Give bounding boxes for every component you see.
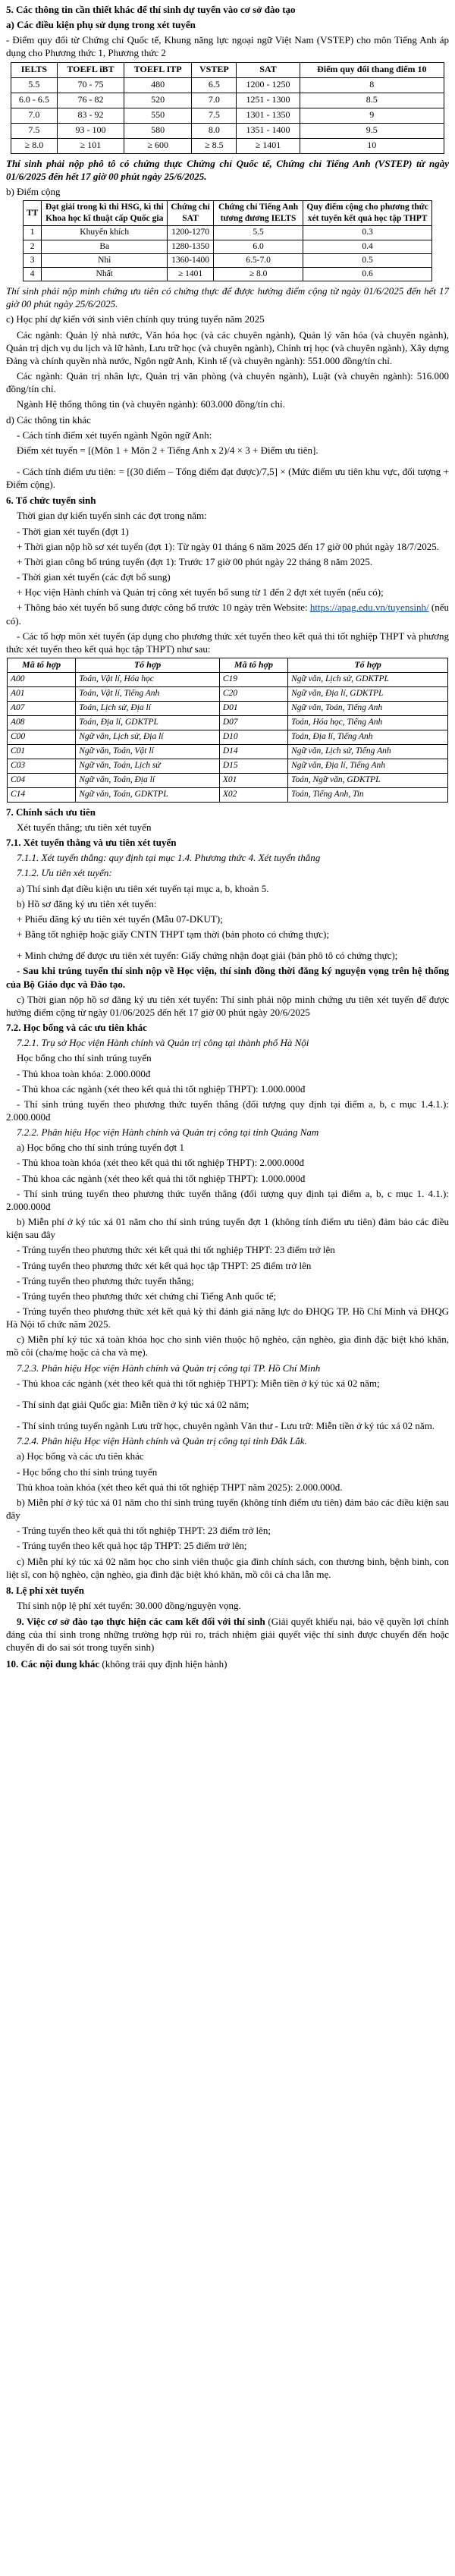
table-row xyxy=(11,93,444,108)
table-header-cell: SAT xyxy=(237,62,300,77)
table-header-cell: TT xyxy=(24,201,42,226)
table-cell: 1351 - 1400 xyxy=(237,123,300,138)
table-cell: A01 xyxy=(8,686,76,701)
section-8-title: 8. Lệ phí xét tuyển xyxy=(6,1584,84,1596)
table-row xyxy=(8,730,448,744)
table-cell: Toán, Hóa học, Tiếng Anh xyxy=(288,715,448,730)
table-row xyxy=(8,715,448,730)
qn-major-top: - Thủ khoa các ngành (xét theo kết quả thi tốt nghiệp THPT): 1.000.000đ xyxy=(17,1172,306,1184)
qn-b2: - Trúng tuyển theo phương thức xét kết quả học tập THPT: 25 điểm trở lên xyxy=(17,1259,312,1271)
dl-b1: - Trúng tuyển theo kết quả thi tốt nghiệp THPT: 23 điểm trở lên; xyxy=(17,1525,271,1537)
table-cell: C01 xyxy=(8,744,76,759)
table-cell: 0.4 xyxy=(303,240,432,253)
table-header-cell: Tổ hợp xyxy=(76,658,220,673)
table-header-cell: TOEFL iBT xyxy=(57,62,124,77)
hn-major-top: - Thủ khoa các ngành (xét theo kết quả thi tốt nghiệp THPT): 1.000.000đ xyxy=(17,1082,306,1095)
table-cell: Ngữ văn, Địa lí, GDKTPL xyxy=(288,686,448,701)
table-cell: 1200 - 1250 xyxy=(237,77,300,93)
table-cell: 7.5 xyxy=(192,108,237,123)
table-header-cell: Chứng chỉ SAT xyxy=(168,201,214,226)
score-conversion-table xyxy=(11,62,444,154)
table-cell: 6.0 - 6.5 xyxy=(11,93,58,108)
table-cell: ≥ 600 xyxy=(124,138,192,153)
bonus-points-table xyxy=(23,200,432,281)
dl-a2: Thủ khoa toàn khóa (xét theo kết quả thi tốt nghiệp THPT năm 2025): 2.000.000đ. xyxy=(17,1481,343,1493)
hcm-r1: - Thủ khoa các ngành (xét theo kết quả thi tốt nghiệp THPT): Miễn tiền ở ký túc xá 02 năm; xyxy=(17,1377,380,1389)
table-row xyxy=(8,672,448,686)
table-cell: 7.5 xyxy=(11,123,58,138)
table-cell: 6.0 xyxy=(214,240,303,253)
hn-valedictorian: - Thủ khoa toàn khóa: 2.000.000đ xyxy=(17,1067,151,1079)
table-cell: 9 xyxy=(300,108,444,123)
table-cell: Ngữ văn, Toán, Địa lí xyxy=(76,773,220,787)
bonus-note: Thí sinh phải nộp minh chứng ưu tiên có chứng thực để được hưởng điểm cộng từ ngày 01/6/2025 đến hết 17 giờ 00 phút ngày 25/6/2025. xyxy=(6,285,449,310)
table-cell: Ngữ văn, Toán, Vật lí xyxy=(76,744,220,759)
qn-b: b) Miễn phí ở ký túc xá 01 năm cho thí sinh trúng tuyển đợt 1 (không tính điểm ưu tiên) đảm bảo các điều kiện sau đây xyxy=(6,1216,449,1241)
table-cell: ≥ 8.5 xyxy=(192,138,237,153)
table-row xyxy=(11,123,444,138)
table-cell: Ngữ văn, Địa lí, Tiếng Anh xyxy=(288,759,448,773)
policy-intro: Xét tuyển thẳng; ưu tiên xét tuyển xyxy=(17,821,152,834)
table-cell: A08 xyxy=(8,715,76,730)
priority-c: c) Thời gian nộp hồ sơ đăng ký ưu tiên xét tuyển: Thí sinh phải nộp minh chứng ưu tiên xét tuyển để được hưởng điểm cộng từ ngày 01/06/2025 đến hết 17 giờ 00 phút ngày 20/6/2025 xyxy=(6,993,449,1018)
table-cell: Ngữ văn, Lịch sử, Tiếng Anh xyxy=(288,744,448,759)
qn-b1: - Trúng tuyển theo phương thức xét kết quả thi tốt nghiệp THPT: 23 điểm trở lên xyxy=(17,1244,335,1256)
table-cell: 8.0 xyxy=(192,123,237,138)
table-cell: A07 xyxy=(8,701,76,715)
table-row xyxy=(8,787,448,802)
table-header-cell: VSTEP xyxy=(192,62,237,77)
table-row xyxy=(8,744,448,759)
table-cell: 6.5-7.0 xyxy=(214,253,303,267)
table-cell: Ngữ văn, Toán, Tiếng Anh xyxy=(288,701,448,715)
table-header-cell: Mã tổ hợp xyxy=(219,658,287,673)
table-cell: Toán, Địa lí, GDKTPL xyxy=(76,715,220,730)
table-row xyxy=(8,773,448,787)
table-cell: Khuyến khích xyxy=(42,226,168,240)
table-row xyxy=(8,701,448,715)
table-row xyxy=(24,253,432,267)
dl-b: b) Miễn phí ở ký túc xá 01 năm cho thí sinh trúng tuyển (không tính điểm ưu tiên) đảm bảo các điều kiện sau đây xyxy=(6,1496,449,1522)
table-cell: 580 xyxy=(124,123,192,138)
table-header-cell: TOEFL ITP xyxy=(124,62,192,77)
dl-b2: - Trúng tuyển theo kết quả học tập THPT: 25 điểm trở lên; xyxy=(17,1540,247,1552)
section-9 xyxy=(6,1615,449,1654)
qn-c: c) Miễn phí ký túc xá toàn khóa học cho sinh viên thuộc hộ nghèo, cận nghèo, gia đình đặc biệt khó khăn, mồ côi (cha/mẹ hoặc cả cha và mẹ). xyxy=(6,1334,449,1359)
section-6-title: 6. Tổ chức tuyển sinh xyxy=(6,495,96,507)
table-cell: 1280-1350 xyxy=(168,240,214,253)
qn-a: a) Học bổng cho thí sinh trúng tuyển đợt 1 xyxy=(17,1142,184,1154)
table-cell: Toán, Tiếng Anh, Tin xyxy=(288,787,448,802)
section-9-title: 9. Việc cơ sở đào tạo thực hiện các cam kết đối với thí sinh xyxy=(17,1616,265,1628)
table-cell: 8 xyxy=(300,77,444,93)
dl-a: a) Học bổng và các ưu tiên khác xyxy=(17,1450,144,1462)
section-5b-heading: b) Điểm cộng xyxy=(6,185,61,197)
section-5-title: 5. Các thông tin cần thiết khác để thí sinh dự tuyển vào cơ sở đào tạo xyxy=(6,4,296,15)
table-cell: D10 xyxy=(219,730,287,744)
table-cell: Nhì xyxy=(42,253,168,267)
table-cell: 520 xyxy=(124,93,192,108)
table-row xyxy=(24,267,432,281)
table-cell: 93 - 100 xyxy=(57,123,124,138)
extra-round-notice xyxy=(6,601,449,627)
round1-apply: + Thời gian nộp hồ sơ xét tuyển (đợt 1): Từ ngày 01 tháng 6 năm 2025 đến 17 giờ 00 phút ngày 18/7/2025. xyxy=(17,540,440,552)
table-cell: C03 xyxy=(8,759,76,773)
table-cell: 1251 - 1300 xyxy=(237,93,300,108)
table-cell: C20 xyxy=(219,686,287,701)
priority-b: b) Hồ sơ đăng ký ưu tiên xét tuyển: xyxy=(17,897,157,909)
section-10-detail: (không trái quy định hiện hành) xyxy=(99,1657,228,1670)
section-5d-heading: d) Các thông tin khác xyxy=(6,413,91,426)
section-9-detail: (Giải quyết khiếu nại, bảo vệ quyền lợi chính đáng của thí sinh trong những trường hợp rủi ro, trách nhiệm giải quyết việc thí sinh được chuyển đến hoặc chuyển đi do sai sót trong tuyển sinh) xyxy=(6,1616,449,1654)
notice-text: + Thông báo xét tuyển bổ sung được công bố trước 10 ngày trên Website: xyxy=(17,602,308,614)
table-cell: Toán, Địa lí, Tiếng Anh xyxy=(288,730,448,744)
qn-valedictorian: - Thủ khoa toàn khóa (xét theo kết quả thi tốt nghiệp THPT): 2.000.000đ xyxy=(17,1157,304,1169)
table-cell: 6.5 xyxy=(192,77,237,93)
table-row xyxy=(24,226,432,240)
table-cell: 0.3 xyxy=(303,226,432,240)
table-cell: 70 - 75 xyxy=(57,77,124,93)
table-cell: Nhất xyxy=(42,267,168,281)
table-cell: Ngữ văn, Toán, GDKTPL xyxy=(76,787,220,802)
priority-b1: + Phiếu đăng ký ưu tiên xét tuyển (Mẫu 07-DKUT); xyxy=(17,913,223,925)
table-row xyxy=(11,138,444,153)
section-7-2-1: 7.2.1. Trụ sở Học viện Hành chính và Quản trị công tại thành phố Hà Nội xyxy=(17,1037,309,1049)
tuition-3: Ngành Hệ thống thông tin (và chuyên ngành): 603.000 đồng/tín chỉ. xyxy=(17,398,285,410)
combination-intro: - Các tổ hợp môn xét tuyển (áp dụng cho phương thức xét tuyển theo kết quả thi tốt nghiệp THPT và phương thức xét tuyển theo kết quả học tập THPT) như sau: xyxy=(6,630,449,655)
table-cell: 0.6 xyxy=(303,267,432,281)
section-7-1-2: 7.1.2. Ưu tiên xét tuyển: xyxy=(17,867,112,879)
hcm-r3: - Thí sinh trúng tuyển ngành Lưu trữ học, chuyên ngành Văn thư - Lưu trữ: Miễn tiền ở ký túc xá 02 năm. xyxy=(17,1420,435,1432)
subject-combination-table xyxy=(7,658,448,803)
section-7-1-1: 7.1.1. Xét tuyển thẳng: quy định tại mục 1.4. Phương thức 4. Xét tuyển thẳng xyxy=(17,852,321,864)
table-cell: 9.5 xyxy=(300,123,444,138)
hn-scholarship: Học bổng cho thí sinh trúng tuyển xyxy=(17,1052,152,1064)
hcm-r2: - Thí sinh đạt giải Quốc gia: Miễn tiền ở ký túc xá 02 năm; xyxy=(17,1398,249,1410)
section-5c-heading: c) Học phí dự kiến với sinh viên chính quy trúng tuyển năm 2025 xyxy=(6,313,265,325)
table-cell: Toán, Vật lí, Tiếng Anh xyxy=(76,686,220,701)
qn-b3: - Trúng tuyển theo phương thức tuyển thẳng; xyxy=(17,1274,194,1286)
table-row xyxy=(11,77,444,93)
table-row xyxy=(24,240,432,253)
table-cell: 5.5 xyxy=(214,226,303,240)
table-cell: D15 xyxy=(219,759,287,773)
section-5a-text: - Điểm quy đổi từ Chứng chỉ Quốc tế, Khung năng lực ngoại ngữ Việt Nam (VSTEP) cho môn Tiếng Anh áp dụng cho Phương thức 1, Phương thức 2 xyxy=(6,34,449,59)
table-cell: Ngữ văn, Lịch sử, GDKTPL xyxy=(288,672,448,686)
extra-round-heading: - Thời gian xét tuyển (các đợt bổ sung) xyxy=(17,571,171,583)
section-5a-heading: a) Các điều kiện phụ sử dụng trong xét tuyển xyxy=(6,19,196,31)
admission-website-link[interactable]: https://apag.edu.vn/tuyensinh/ xyxy=(309,602,429,614)
priority-b2: + Bằng tốt nghiệp hoặc giấy CNTN THPT tạm thời (bản photo có chứng thực); xyxy=(17,928,329,941)
table-cell: ≥ 8.0 xyxy=(11,138,58,153)
table-cell: 4 xyxy=(24,267,42,281)
table-cell: 10 xyxy=(300,138,444,153)
table-cell: X02 xyxy=(219,787,287,802)
table-cell: Ngữ văn, Lịch sử, Địa lí xyxy=(76,730,220,744)
priority-a: a) Thí sinh đạt điều kiện ưu tiên xét tuyển tại mục a, b, khoản 5. xyxy=(17,882,269,894)
table-cell: 83 - 92 xyxy=(57,108,124,123)
table-cell: ≥ 101 xyxy=(57,138,124,153)
table-row xyxy=(8,759,448,773)
round1-heading: - Thời gian xét tuyển (đợt 1) xyxy=(17,525,129,537)
section-7-2-3: 7.2.3. Phân hiệu Học viện Hành chính và Quản trị công tại TP. Hồ Chí Minh xyxy=(17,1362,321,1374)
tuition-2: Các ngành: Quản trị nhân lực, Quản trị văn phòng (và chuyên ngành), Luật (và chuyên ngành): 516.000 đồng/tín chỉ. xyxy=(6,370,449,395)
table-cell: 3 xyxy=(24,253,42,267)
table-cell: 1200-1270 xyxy=(168,226,214,240)
table-cell: Toán, Ngữ văn, GDKTPL xyxy=(288,773,448,787)
table-row xyxy=(8,686,448,701)
section-7-2-4: 7.2.4. Phân hiệu Học viện Hành chính và Quản trị công tại tỉnh Đắk Lắk. xyxy=(17,1435,307,1447)
table-cell: 1360-1400 xyxy=(168,253,214,267)
english-formula: Điểm xét tuyển = [(Môn 1 + Môn 2 + Tiếng Anh x 2)/4 × 3 + Điểm ưu tiên]. xyxy=(17,444,318,456)
table-cell: 480 xyxy=(124,77,192,93)
table-header-cell: Chứng chỉ Tiếng Anh tương đương IELTS xyxy=(214,201,303,226)
table-header-cell: Quy điểm cộng cho phương thức xét tuyển kết quả học tập THPT xyxy=(303,201,432,226)
table-cell: A00 xyxy=(8,672,76,686)
table-header-cell: Đạt giải trong kì thi HSG, kì thi Khoa học kĩ thuật cấp Quốc gia xyxy=(42,201,168,226)
tuition-1: Các ngành: Quản lý nhà nước, Văn hóa học (và các chuyên ngành), Quản lý văn hóa (và chuyên ngành), Quản trị dịch vụ du lịch và lữ hành, Lưu trữ học (và chuyên ngành), Chính trị học (và chuyên ngành), Xây dựng Đảng và chính quyền nhà nước, Ngôn ngữ Anh, Kinh tế (và chuyên ngành): 551.000 đồng/tín chỉ. xyxy=(6,328,449,366)
table-cell: 0.5 xyxy=(303,253,432,267)
qn-b4: - Trúng tuyển theo phương thức xét chứng chỉ Tiếng Anh quốc tế; xyxy=(17,1290,277,1302)
table-cell: 5.5 xyxy=(11,77,58,93)
table-cell: 1 xyxy=(24,226,42,240)
dl-c: c) Miễn phí ký túc xá 02 năm học cho sinh viên thuộc gia đình chính sách, con thương binh, bệnh binh, con liệt sĩ, con hộ nghèo, cận nghèo, gia đình đặc biệt khó khăn, mồ côi cả cha lẫn mẹ. xyxy=(6,1555,449,1580)
table-cell: Ngữ văn, Toán, Lịch sử xyxy=(76,759,220,773)
section-10-title: 10. Các nội dung khác xyxy=(6,1657,100,1670)
table-cell: D07 xyxy=(219,715,287,730)
table-cell: X01 xyxy=(219,773,287,787)
table-cell: ≥ 1401 xyxy=(168,267,214,281)
table-cell: Toán, Vật lí, Hóa học xyxy=(76,672,220,686)
table-cell: 2 xyxy=(24,240,42,253)
table-header-cell: IELTS xyxy=(11,62,58,77)
table-cell: 76 - 82 xyxy=(57,93,124,108)
section-10 xyxy=(6,1657,449,1670)
notice-tail: (nếu có). xyxy=(6,602,450,627)
qn-b5: - Trúng tuyển theo phương thức xét kết quả kỳ thi đánh giá năng lực do ĐHQG TP. Hồ Chí Minh và ĐHQG Hà Nội tổ chức năm 2025. xyxy=(6,1305,449,1330)
table-cell: 7.0 xyxy=(192,93,237,108)
extra-round-text: + Học viện Hành chính và Quản trị công xét tuyển bổ sung từ 1 đến 2 đợt xét tuyển (nếu có); xyxy=(17,586,384,598)
timeline-intro: Thời gian dự kiến tuyển sinh các đợt trong năm: xyxy=(17,510,207,522)
table-header-cell: Tổ hợp xyxy=(288,658,448,673)
table-cell: 7.0 xyxy=(11,108,58,123)
table-cell: C04 xyxy=(8,773,76,787)
hn-direct-admit: - Thí sinh trúng tuyển theo phương thức tuyển thẳng (đối tượng quy định tại điểm a, b, c mục 1.4.1.): 2.000.000đ xyxy=(6,1098,449,1123)
table-cell: 550 xyxy=(124,108,192,123)
table-row xyxy=(11,108,444,123)
dl-a1: - Học bổng cho thí sinh trúng tuyển xyxy=(17,1465,158,1478)
section-7-title: 7. Chính sách ưu tiên xyxy=(6,806,96,818)
table-header-cell: Mã tổ hợp xyxy=(8,658,76,673)
table-cell: Toán, Lịch sử, Địa lí xyxy=(76,701,220,715)
table-header-cell: Điểm quy đổi thang điểm 10 xyxy=(300,62,444,77)
certificate-note: Thí sinh phải nộp phô tô có chứng thực Chứng chỉ Quốc tế, Chứng chỉ Tiếng Anh (VSTEP) từ ngày 01/6/2025 đến hết 17 giờ 00 phút ngày 25/6/2025. xyxy=(6,157,449,182)
priority-b3: + Minh chứng để được ưu tiên xét tuyển: Giấy chứng nhận đoạt giải (bản phô tô có chứng thực); xyxy=(17,950,398,962)
table-cell: D01 xyxy=(219,701,287,715)
table-cell: ≥ 8.0 xyxy=(214,267,303,281)
table-cell: D14 xyxy=(219,744,287,759)
table-cell: C14 xyxy=(8,787,76,802)
qn-direct-admit: - Thí sinh trúng tuyển theo phương thức tuyển thẳng (đối tượng quy định tại điểm a, b, c mục 1. 4.1.): 2.000.000đ xyxy=(6,1187,449,1212)
table-cell: Ba xyxy=(42,240,168,253)
english-formula-label: - Cách tính điểm xét tuyển ngành Ngôn ngữ Anh: xyxy=(17,429,212,441)
round1-announce: + Thời gian công bố trúng tuyển (đợt 1): Trước 17 giờ 00 phút ngày 22 tháng 8 năm 2025. xyxy=(17,555,373,567)
priority-formula: - Cách tính điểm ưu tiên: = [(30 điểm – Tổng điểm đạt được)/7,5] × (Mức điểm ưu tiên khu vực, đối tượng + Điểm cộng). xyxy=(6,466,449,491)
table-cell: ≥ 1401 xyxy=(237,138,300,153)
section-7-2-2: 7.2.2. Phân hiệu Học viện Hành chính và Quản trị công tại tỉnh Quảng Nam xyxy=(17,1126,319,1139)
section-7-2-title: 7.2. Học bổng và các ưu tiên khác xyxy=(6,1022,147,1034)
section-7-1-title: 7.1. Xét tuyển thẳng và ưu tiên xét tuyển xyxy=(6,837,177,849)
registration-notice: - Sau khi trúng tuyển thí sinh nộp về Học viện, thí sinh đồng thời đăng ký nguyện vọng trên hệ thống của Bộ Giáo dục và Đào tạo. xyxy=(6,965,449,990)
table-cell: C19 xyxy=(219,672,287,686)
table-cell: 1301 - 1350 xyxy=(237,108,300,123)
table-cell: C00 xyxy=(8,730,76,744)
table-cell: 8.5 xyxy=(300,93,444,108)
fee-text: Thí sinh nộp lệ phí xét tuyển: 30.000 đồng/nguyện vọng. xyxy=(17,1599,241,1611)
